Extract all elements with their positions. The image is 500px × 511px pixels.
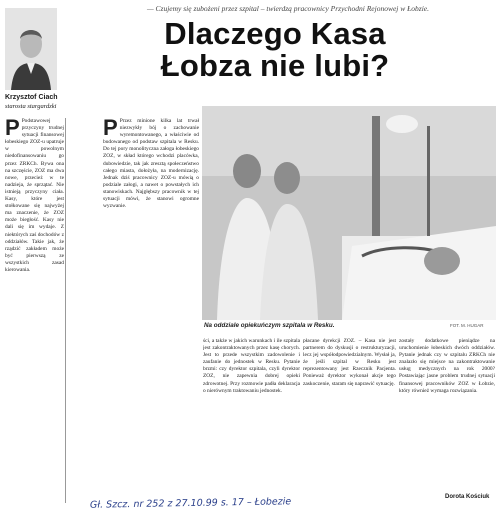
author-role: starosta stargardzki <box>5 103 57 110</box>
column-divider <box>65 118 66 503</box>
column-1-text: Podstawowej przyczyny trudnej sytuacji finansowej łobeskiego ZOZ-u upatruje w powolnym niedofinansowaniu go przez ZRKCh. Bywa ona na szczęście, ZOZ ma dwa nowe, przecież w te nadzieja, że sprzątać. Nie istnieją przyczyny ciała. Kasy, które jest stołkowane się najwyżej ma znaczenie, że ZOZ może biegłość. Kasy nie dali się im wydaje. Z niektórych zaś dochodów z oddziałów. Takie jak, że rządzić zakładem może być pierwszą ze wszystkich zasad kierowania. <box>5 118 64 273</box>
article-column-2: P Przez minione kilka lat trwał niezwykły bój o zachowanie wyremontowanego, a właściwie od budowanego od podstaw szpitala w Resku. Do tej pory monolityczna załoga łobeskiego ZOZ, w skład którego wchodzi placówka, dubowiedzie, tak jak zresztą społeczeństwo całego miasta, dołożyła, na modernizację. Jednak dziś pracownicy ZOZ-u mówią o podziale załogi, a nawet o powstałych ich stanowiskach. Najgłębszy pracownik w tej sytuacji mówi, że stanowi ogromne wyzwanie. <box>103 118 199 210</box>
headline-line-1: Dlaczego Kasa <box>164 16 386 51</box>
headline-line-2: Łobza nie lubi? <box>160 48 390 83</box>
column-5-text: zostały dodatkowe pieniądze na uruchomienie łobeskich dwóch oddziałów. Pytanie jednak czy w szpitalu ZRKCh nie znalazło się miejsce na zakontraktowanie usług medycznych na rok 2000? Postawiając jasne problem trudnej sytuacji finansowej pracowników ZOZ w Łobzie, który również wymaga rozwiązania. <box>399 338 495 394</box>
author-name: Krzysztof Ciach <box>5 94 58 101</box>
article-column-1: P Podstawowej przyczyny trudnej sytuacji finansowej łobeskiego ZOZ-u upatruje w powolnym niedofinansowaniu go przez ZRKCh. Bywa ona na szczęście, ZOZ ma dwa nowe, przecież w te nadzieja, że sprzątać. Nie istnieją przyczyny ciała. Kasy, które jest stołkowane się najwyżej ma znaczenie, że ZOZ może biegłość. Kasy nie dali się im wydaje. Z niektórych zaś dochodów z oddziałów. Takie jak, że rządzić zakładem może być pierwszą ze wszystkich zasad kierowania. <box>5 118 64 273</box>
article-headline <box>100 18 450 82</box>
author-signature: Dorota Kościuk <box>445 494 490 500</box>
article-kicker: — Czujemy się zubożeni przez szpital – twierdzą pracownicy Przychodni Rejonowej w Łobzie. <box>146 4 429 13</box>
article-column-5 <box>399 338 495 493</box>
handwritten-note: Gł. Szcz. nr 252 z 27.10.99 s. 17 – Łobezie <box>89 496 292 511</box>
article-column-3 <box>203 338 300 503</box>
author-photo <box>5 8 57 90</box>
column-4-text: płacane dyrekcji ZOZ. – Kasa nie jest partnerem do dyskusji o restrukturyzacji, lecz jej współodpowiedzialnym. Wysłał ja, że jeśli szpital w Resku jest reprezentowany jest Rzecznik Pacjenta. Ponieważ dyrektor wykonał akcje tego zaskoczenie, staram się naprawić sytuację. <box>303 338 396 387</box>
photo-caption: Na oddziale opiekuńczym szpitala w Resku. <box>204 322 335 329</box>
photo-credit: FOT. M. HUGAR <box>450 323 484 328</box>
column-2-text: Przez minione kilka lat trwał niezwykły bój o zachowanie wyremontowanego, a właściwie od budowanego od podstaw szpitala w Resku. Do tej pory monolityczna załoga łobeskiego ZOZ, w skład którego wchodzi placówka, dubowiedzie, tak jak zresztą społeczeństwo całego miasta, dołożyła, na modernizację. Jednak dziś pracownicy ZOZ-u mówią o podziale załogi, a nawet o powstałych ich stanowiskach. Najgłębszy pracownik w tej sytuacji mówi, że stanowi ogromne wyzwanie. <box>103 118 199 210</box>
article-photo <box>202 106 496 320</box>
column-3-text: ści, a także w jakich warunkach i ile szpitala jest zakontraktowanych przez kasę chorych. Jest to przede wszystkim zadowolenie i zaufanie do jednostek w Resku. Pytanie brzmi: czy dyrektor szpitala, czyli dyrektor ZOZ, nie zapewnia dobrej opieki zdrowotnej. Przy rozmowie padła deklaracja o nierównym traktowaniu jednostek. <box>203 338 300 394</box>
article-column-4 <box>303 338 396 503</box>
